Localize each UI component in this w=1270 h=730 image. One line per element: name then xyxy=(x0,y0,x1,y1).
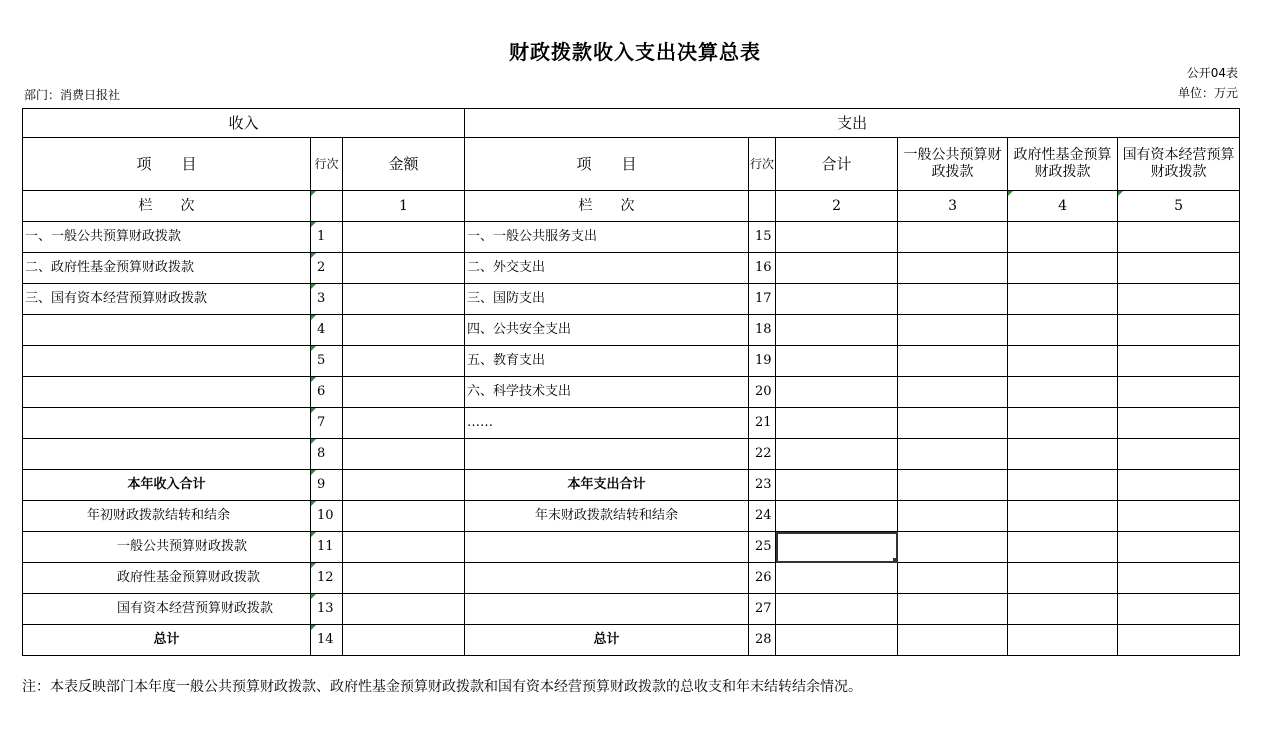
expense-row-no[interactable]: 24 xyxy=(749,501,776,532)
total-cell[interactable] xyxy=(776,315,898,346)
income-grand-total-label[interactable]: 总计 xyxy=(23,625,311,656)
expense-row-no[interactable]: 26 xyxy=(749,563,776,594)
amount-cell[interactable] xyxy=(343,284,465,315)
income-item[interactable] xyxy=(23,408,311,439)
income-item[interactable]: 三、国有资本经营预算财政拨款 xyxy=(23,284,311,315)
gov-fund-cell[interactable] xyxy=(1008,315,1118,346)
expense-item[interactable]: 年末财政拨款结转和结余 xyxy=(465,501,749,532)
column-index-5: 5 xyxy=(1118,191,1240,222)
general-budget-cell[interactable] xyxy=(898,501,1008,532)
gov-fund-cell[interactable] xyxy=(1008,532,1118,563)
total-cell[interactable] xyxy=(776,346,898,377)
table-row xyxy=(23,284,1240,315)
table-row xyxy=(23,594,1240,625)
table-row xyxy=(23,346,1240,377)
state-capital-cell[interactable] xyxy=(1118,408,1240,439)
expense-item[interactable]: 一、一般公共服务支出 xyxy=(465,222,749,253)
total-cell[interactable] xyxy=(776,377,898,408)
expense-row-no-header: 行次 xyxy=(749,138,776,191)
selected-total-cell[interactable] xyxy=(776,532,898,563)
expense-row-no[interactable]: 17 xyxy=(749,284,776,315)
general-budget-cell[interactable] xyxy=(898,439,1008,470)
table-row xyxy=(23,563,1240,594)
expense-header: 支出 xyxy=(465,109,1240,138)
state-capital-cell[interactable] xyxy=(1118,346,1240,377)
report-title: 财政拨款收入支出决算总表 xyxy=(509,40,761,64)
amount-cell[interactable] xyxy=(343,470,465,501)
amount-cell[interactable] xyxy=(343,532,465,563)
income-item[interactable]: 一、一般公共预算财政拨款 xyxy=(23,222,311,253)
fiscal-table xyxy=(22,108,1240,656)
amount-cell[interactable] xyxy=(343,408,465,439)
state-capital-header: 国有资本经营预算财政拨款 xyxy=(1118,138,1240,191)
state-capital-cell[interactable] xyxy=(1118,222,1240,253)
gov-fund-cell[interactable] xyxy=(1008,346,1118,377)
general-budget-cell[interactable] xyxy=(898,594,1008,625)
general-budget-cell[interactable] xyxy=(898,470,1008,501)
expense-row-no[interactable]: 21 xyxy=(749,408,776,439)
amount-cell[interactable] xyxy=(343,501,465,532)
total-cell[interactable] xyxy=(776,501,898,532)
income-row-no[interactable]: 5 xyxy=(311,346,343,377)
income-row-no[interactable]: 11 xyxy=(311,532,343,563)
total-cell[interactable] xyxy=(776,284,898,315)
income-row-no[interactable]: 14 xyxy=(311,625,343,656)
income-item[interactable] xyxy=(23,346,311,377)
income-row-no[interactable]: 2 xyxy=(311,253,343,284)
income-item[interactable]: 国有资本经营预算财政拨款 xyxy=(23,594,311,625)
column-index-4: 4 xyxy=(1008,191,1118,222)
state-capital-cell[interactable] xyxy=(1118,625,1240,656)
expense-item[interactable]: …… xyxy=(465,408,749,439)
gov-fund-cell[interactable] xyxy=(1008,253,1118,284)
expense-row-no[interactable]: 15 xyxy=(749,222,776,253)
expense-row-no[interactable]: 20 xyxy=(749,377,776,408)
total-cell[interactable] xyxy=(776,563,898,594)
income-row-no[interactable]: 3 xyxy=(311,284,343,315)
form-number: 公开04表 xyxy=(1186,66,1238,80)
income-item-header: 项 目 xyxy=(23,138,311,191)
amount-cell[interactable] xyxy=(343,439,465,470)
expense-grand-total-label[interactable]: 总计 xyxy=(465,625,749,656)
general-budget-cell[interactable] xyxy=(898,315,1008,346)
income-item[interactable]: 一般公共预算财政拨款 xyxy=(23,532,311,563)
unit-label: 单位：万元 xyxy=(1177,86,1238,100)
total-cell[interactable] xyxy=(776,408,898,439)
gov-fund-cell[interactable] xyxy=(1008,625,1118,656)
income-row-no[interactable]: 7 xyxy=(311,408,343,439)
income-row-no[interactable]: 6 xyxy=(311,377,343,408)
income-row-no[interactable]: 12 xyxy=(311,563,343,594)
column-index-3: 3 xyxy=(898,191,1008,222)
gov-fund-cell[interactable] xyxy=(1008,222,1118,253)
amount-header: 金额 xyxy=(343,138,465,191)
table-row xyxy=(23,625,1240,656)
total-header: 合计 xyxy=(776,138,898,191)
amount-cell[interactable] xyxy=(343,563,465,594)
state-capital-cell[interactable] xyxy=(1118,501,1240,532)
gov-fund-header: 政府性基金预算财政拨款 xyxy=(1008,138,1118,191)
amount-cell[interactable] xyxy=(343,377,465,408)
income-header: 收入 xyxy=(23,109,465,138)
expense-row-no[interactable]: 28 xyxy=(749,625,776,656)
total-cell[interactable] xyxy=(776,625,898,656)
expense-item[interactable] xyxy=(465,563,749,594)
income-column-label: 栏 次 xyxy=(23,191,311,222)
gov-fund-cell[interactable] xyxy=(1008,594,1118,625)
table-row xyxy=(23,439,1240,470)
general-budget-cell[interactable] xyxy=(898,346,1008,377)
gov-fund-cell[interactable] xyxy=(1008,408,1118,439)
gov-fund-cell[interactable] xyxy=(1008,284,1118,315)
expense-row-no[interactable]: 18 xyxy=(749,315,776,346)
general-budget-cell[interactable] xyxy=(898,625,1008,656)
gov-fund-cell[interactable] xyxy=(1008,470,1118,501)
table-row xyxy=(23,377,1240,408)
total-cell[interactable] xyxy=(776,470,898,501)
total-cell[interactable] xyxy=(776,222,898,253)
general-budget-header: 一般公共预算财政拨款 xyxy=(898,138,1008,191)
gov-fund-cell[interactable] xyxy=(1008,501,1118,532)
expense-column-no[interactable] xyxy=(749,191,776,222)
department-label: 部门：消费日报社 xyxy=(24,88,121,102)
expense-column-label: 栏 次 xyxy=(465,191,749,222)
income-row-no[interactable]: 9 xyxy=(311,470,343,501)
expense-row-no[interactable]: 16 xyxy=(749,253,776,284)
state-capital-cell[interactable] xyxy=(1118,377,1240,408)
state-capital-cell[interactable] xyxy=(1118,563,1240,594)
expense-item[interactable]: 三、国防支出 xyxy=(465,284,749,315)
table-row xyxy=(23,408,1240,439)
income-row-no[interactable]: 1 xyxy=(311,222,343,253)
general-budget-cell[interactable] xyxy=(898,253,1008,284)
expense-row-no[interactable]: 27 xyxy=(749,594,776,625)
income-item[interactable]: 二、政府性基金预算财政拨款 xyxy=(23,253,311,284)
state-capital-cell[interactable] xyxy=(1118,594,1240,625)
amount-cell[interactable] xyxy=(343,625,465,656)
total-cell[interactable] xyxy=(776,594,898,625)
income-item[interactable]: 政府性基金预算财政拨款 xyxy=(23,563,311,594)
expense-row-no[interactable]: 22 xyxy=(749,439,776,470)
amount-cell[interactable] xyxy=(343,346,465,377)
table-row xyxy=(23,501,1240,532)
expense-item-header: 项 目 xyxy=(465,138,749,191)
income-item[interactable] xyxy=(23,315,311,346)
table-row xyxy=(23,253,1240,284)
state-capital-cell[interactable] xyxy=(1118,470,1240,501)
amount-cell[interactable] xyxy=(343,222,465,253)
table-row xyxy=(23,315,1240,346)
income-row-no[interactable]: 10 xyxy=(311,501,343,532)
state-capital-cell[interactable] xyxy=(1118,253,1240,284)
state-capital-cell[interactable] xyxy=(1118,315,1240,346)
gov-fund-cell[interactable] xyxy=(1008,563,1118,594)
expense-subtotal-label[interactable]: 本年支出合计 xyxy=(465,470,749,501)
expense-item[interactable]: 四、公共安全支出 xyxy=(465,315,749,346)
general-budget-cell[interactable] xyxy=(898,222,1008,253)
income-subtotal-label[interactable]: 本年收入合计 xyxy=(23,470,311,501)
income-row-no[interactable]: 8 xyxy=(311,439,343,470)
income-item[interactable]: 年初财政拨款结转和结余 xyxy=(23,501,311,532)
amount-cell[interactable] xyxy=(343,315,465,346)
general-budget-cell[interactable] xyxy=(898,532,1008,563)
income-row-no[interactable]: 4 xyxy=(311,315,343,346)
expense-item[interactable]: 五、教育支出 xyxy=(465,346,749,377)
expense-item[interactable] xyxy=(465,532,749,563)
expense-item[interactable]: 六、科学技术支出 xyxy=(465,377,749,408)
total-cell[interactable] xyxy=(776,253,898,284)
amount-cell[interactable] xyxy=(343,253,465,284)
state-capital-cell[interactable] xyxy=(1118,532,1240,563)
income-item[interactable] xyxy=(23,439,311,470)
column-index-2: 2 xyxy=(776,191,898,222)
total-cell[interactable] xyxy=(776,439,898,470)
footnote: 注：本表反映部门本年度一般公共预算财政拨款、政府性基金预算财政拨款和国有资本经营预算财政拨款的总收支和年末结转结余情况。 xyxy=(22,679,862,695)
expense-row-no[interactable]: 19 xyxy=(749,346,776,377)
gov-fund-cell[interactable] xyxy=(1008,377,1118,408)
state-capital-cell[interactable] xyxy=(1118,439,1240,470)
table-row xyxy=(23,532,1240,563)
table-row xyxy=(23,470,1240,501)
expense-item[interactable]: 二、外交支出 xyxy=(465,253,749,284)
expense-item[interactable] xyxy=(465,594,749,625)
gov-fund-cell[interactable] xyxy=(1008,439,1118,470)
general-budget-cell[interactable] xyxy=(898,377,1008,408)
expense-row-no[interactable]: 23 xyxy=(749,470,776,501)
income-column-no[interactable] xyxy=(311,191,343,222)
column-index-1: 1 xyxy=(343,191,465,222)
state-capital-cell[interactable] xyxy=(1118,284,1240,315)
general-budget-cell[interactable] xyxy=(898,284,1008,315)
amount-cell[interactable] xyxy=(343,594,465,625)
general-budget-cell[interactable] xyxy=(898,563,1008,594)
expense-row-no[interactable]: 25 xyxy=(749,532,776,563)
income-row-no[interactable]: 13 xyxy=(311,594,343,625)
expense-item[interactable] xyxy=(465,439,749,470)
table-row xyxy=(23,222,1240,253)
income-item[interactable] xyxy=(23,377,311,408)
general-budget-cell[interactable] xyxy=(898,408,1008,439)
income-row-no-header: 行次 xyxy=(311,138,343,191)
